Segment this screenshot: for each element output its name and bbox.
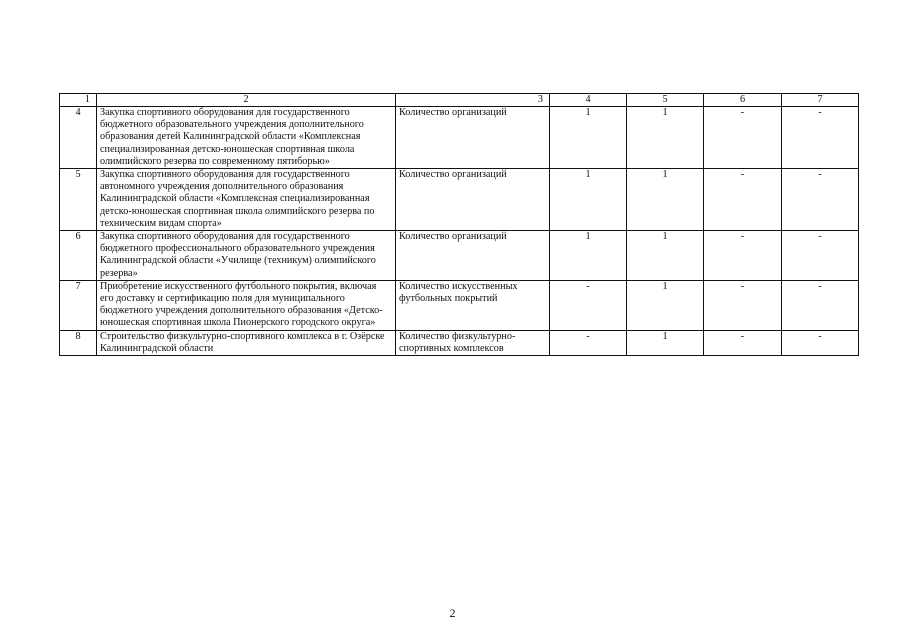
value-col-5: 1	[627, 169, 704, 231]
row-number: 4	[60, 107, 97, 169]
value-col-4: -	[550, 280, 627, 330]
header-cell-4: 4	[550, 94, 627, 107]
value-col-7: -	[782, 280, 859, 330]
event-name: Строительство физкультурно-спортивного комплекса в г. Озёрске Калининградской области	[97, 330, 396, 355]
indicator-name: Количество организаций	[396, 231, 550, 281]
row-number: 8	[60, 330, 97, 355]
value-col-6: -	[704, 280, 782, 330]
table-row	[60, 280, 859, 330]
value-col-4: 1	[550, 231, 627, 281]
indicator-name: Количество организаций	[396, 107, 550, 169]
table-row	[60, 330, 859, 355]
event-name: Закупка спортивного оборудования для государственного бюджетного образовательного учреждения дополнительного образования детей Калининградской области «Комплексная специализированная детско-юношеская спортивная школа олимпийского резерва по современному пятиборью»	[97, 107, 396, 169]
value-col-4: 1	[550, 169, 627, 231]
table-row	[60, 169, 859, 231]
header-cell-1: 1	[60, 94, 97, 107]
value-col-4: -	[550, 330, 627, 355]
header-cell-6: 6	[704, 94, 782, 107]
value-col-5: 1	[627, 231, 704, 281]
value-col-7: -	[782, 231, 859, 281]
value-col-6: -	[704, 107, 782, 169]
header-row	[60, 94, 859, 107]
value-col-6: -	[704, 231, 782, 281]
row-number: 7	[60, 280, 97, 330]
value-col-5: 1	[627, 280, 704, 330]
event-name: Закупка спортивного оборудования для государственного автономного учреждения дополнительного образования Калининградской области «Комплексная специализированная детско-юношеская спортивная школа олимпийского резерва по техническим видам спорта»	[97, 169, 396, 231]
row-number: 5	[60, 169, 97, 231]
table-row	[60, 231, 859, 281]
header-cell-3: 3	[396, 94, 550, 107]
value-col-7: -	[782, 330, 859, 355]
data-table	[59, 93, 859, 356]
event-name: Закупка спортивного оборудования для государственного бюджетного профессионального образовательного учреждения Калининградской области «Училище (техникум) олимпийского резерва»	[97, 231, 396, 281]
value-col-5: 1	[627, 107, 704, 169]
value-col-6: -	[704, 169, 782, 231]
value-col-5: 1	[627, 330, 704, 355]
event-name: Приобретение искусственного футбольного покрытия, включая его доставку и сертификацию поля для муниципального бюджетного учреждения дополнительного образования «Детско-юношеская спортивная школа Пионерского городского округа»	[97, 280, 396, 330]
value-col-7: -	[782, 169, 859, 231]
page-number: 2	[449, 606, 456, 620]
table-row	[60, 107, 859, 169]
indicator-name: Количество физкультурно-спортивных комплексов	[396, 330, 550, 355]
indicator-name: Количество искусственных футбольных покрытий	[396, 280, 550, 330]
row-number: 6	[60, 231, 97, 281]
value-col-7: -	[782, 107, 859, 169]
value-col-4: 1	[550, 107, 627, 169]
header-cell-2: 2	[97, 94, 396, 107]
indicator-name: Количество организаций	[396, 169, 550, 231]
header-cell-7: 7	[782, 94, 859, 107]
header-cell-5: 5	[627, 94, 704, 107]
value-col-6: -	[704, 330, 782, 355]
